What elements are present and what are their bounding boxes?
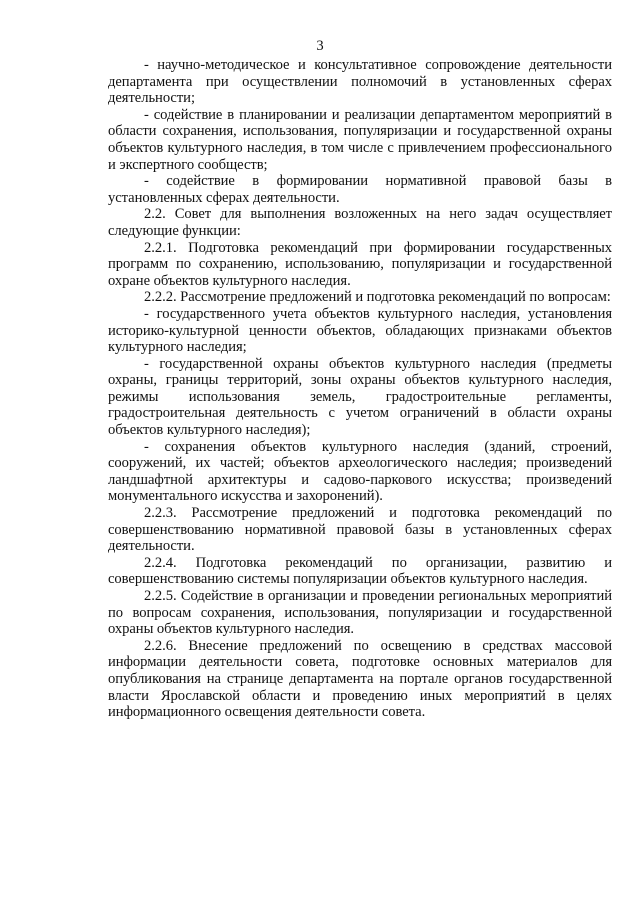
paragraph-2-2-5: 2.2.5. Содействие в организации и проведении региональных мероприятий по вопросам сохранения, использования, популяризации и государственной охраны объектов культурного наследия.	[108, 588, 612, 638]
paragraph-2-2-4: 2.2.4. Подготовка рекомендаций по организации, развитию и совершенствованию системы популяризации объектов культурного наследия.	[108, 554, 612, 588]
page-number: 3	[316, 38, 324, 54]
paragraph-2-2-6: 2.2.6. Внесение предложений по освещению в средствах массовой информации деятельности совета, подготовке основных материалов для опубликования на странице департамента на портале органов государственной власти Ярославской области и проведению иных мероприятий в целях информационного освещения деятельности совета.	[108, 637, 612, 721]
paragraph-regulatory-base: - содействие в формировании нормативной правовой базы в установленных сферах деятельности.	[108, 173, 612, 206]
paragraph-preservation: - сохранения объектов культурного наследия (зданий, строений, сооружений, их частей; объектов археологического наследия; произведений ландшафтной архитектуры и садово-паркового искусства; произведений монументального искусства и захоронений).	[108, 438, 612, 505]
paragraph-methodical-support: - научно-методическое и консультативное сопровождение деятельности департамента при осуществлении полномочий в установленных сферах деятельности;	[108, 57, 612, 107]
paragraph-2-2-3: 2.2.3. Рассмотрение предложений и подготовка рекомендаций по совершенствованию нормативной правовой базы в установленных сферах деятельности.	[108, 505, 612, 555]
paragraph-2-2-1: 2.2.1. Подготовка рекомендаций при формировании государственных программ по сохранению, использованию, популяризации и государственной охране объектов культурного наследия.	[108, 239, 612, 289]
paragraph-2-2-functions: 2.2. Совет для выполнения возложенных на него задач осуществляет следующие функции:	[108, 206, 612, 239]
paragraph-planning-assistance: - содействие в планировании и реализации департаментом мероприятий в области сохранения, использования, популяризации и государственной охраны объектов культурного наследия, в том числе с привлечением профессионального и экспертного сообществ;	[108, 106, 612, 173]
document-body	[108, 57, 612, 721]
paragraph-state-protection: - государственной охраны объектов культурного наследия (предметы охраны, границы территорий, зоны охраны объектов культурного наследия, режимы использования земель, градостроительные регламенты, градостроительная деятельность с учетом ограничений в области охраны объектов культурного наследия);	[108, 355, 612, 439]
paragraph-2-2-2: 2.2.2. Рассмотрение предложений и подготовка рекомендаций по вопросам:	[144, 289, 611, 306]
paragraph-state-registration: - государственного учета объектов культурного наследия, установления историко-культурной ценности объектов, обладающих признаками объектов культурного наследия;	[108, 305, 612, 356]
